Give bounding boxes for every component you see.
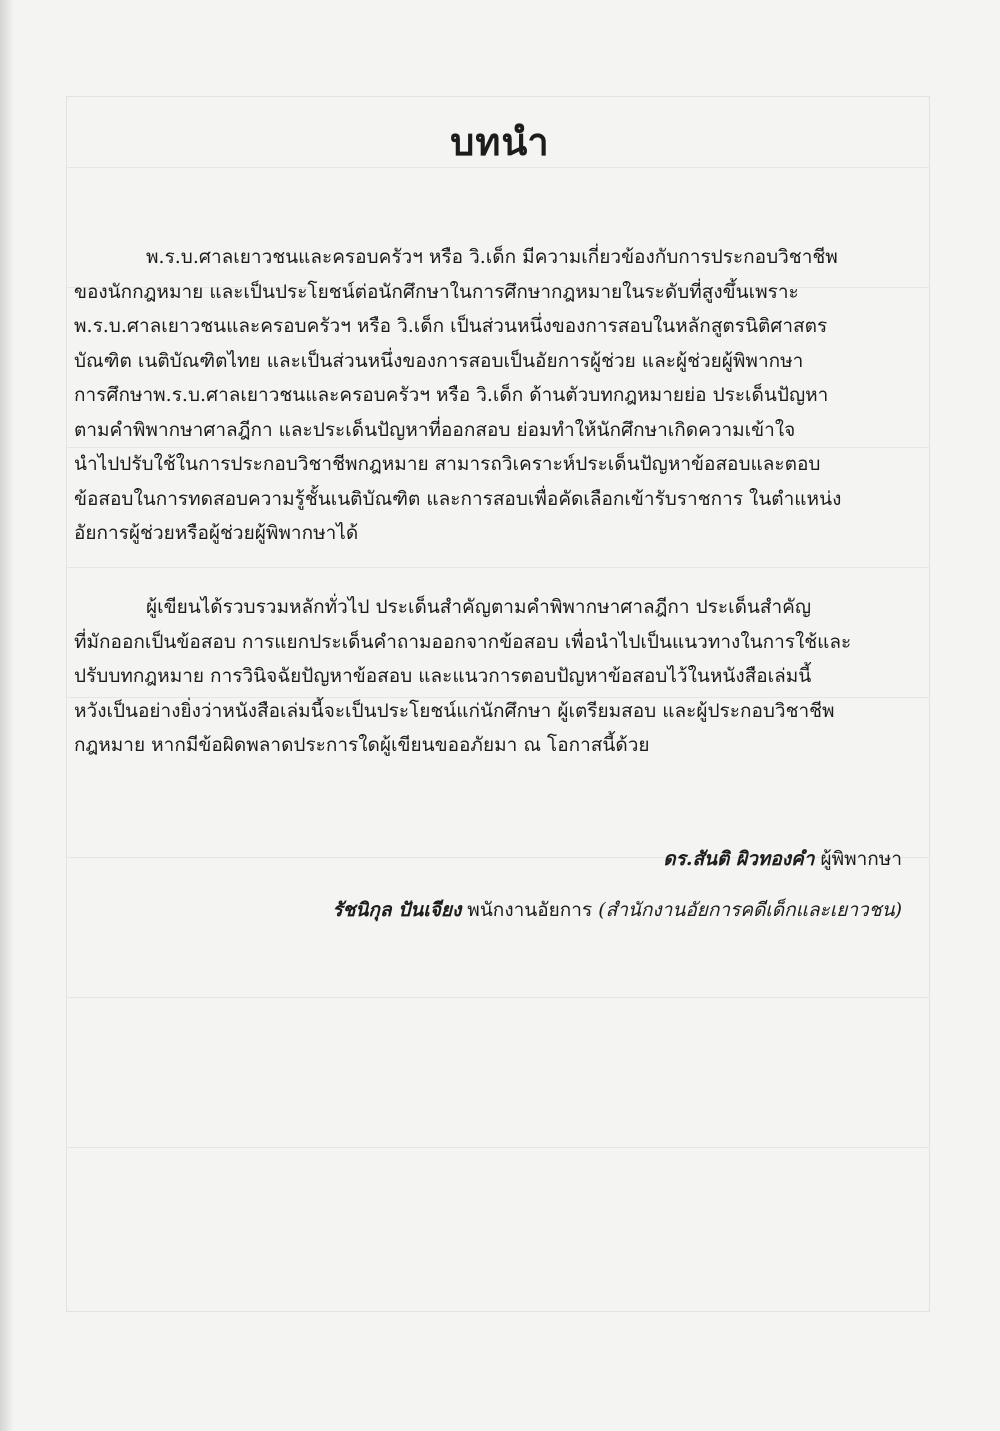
paragraph-line: พ.ร.บ.ศาลเยาวชนและครอบครัวฯ หรือ วิ.เด็ก มีความเกี่ยวข้องกับการประกอบวิชาชีพ [146,246,838,268]
paragraph-line: กฎหมาย หากมีข้อผิดพลาดประการใดผู้เขียนขออภัยมา ณ โอกาสนี้ด้วย [74,734,650,756]
paragraph-line: ผู้เขียนได้รวบรวมหลักทั่วไป ประเด็นสำคัญตามคำพิพากษาศาลฎีกา ประเด็นสำคัญ [146,596,812,618]
paragraph-line: บัณฑิต เนติบัณฑิตไทย และเป็นส่วนหนึ่งของการสอบเป็นอัยการผู้ช่วย และผู้ช่วยผู้พิพากษา [74,349,804,372]
signature-name: รัชนิกุล ปันเจียง [332,899,462,921]
signature-office: (สำนักงานอัยการคดีเด็กและเยาวชน) [598,899,902,921]
paragraph-line: ปรับบทกฎหมาย การวินิจฉัยปัญหาข้อสอบ และแนวการตอบปัญหาข้อสอบไว้ในหนังสือเล่มนี้ [74,665,812,687]
page-title: บทนำ [450,120,550,164]
signature-prosecutor [332,893,902,927]
paragraph-intro [74,240,904,551]
signature-name: ดร.สันติ ผิวทองคำ [663,848,815,870]
signature-role: พนักงานอัยการ [467,899,593,921]
paragraph-line: อัยการผู้ช่วยหรือผู้ช่วยผู้พิพากษาได้ [74,522,359,544]
paragraph-line: การศึกษาพ.ร.บ.ศาลเยาวชนและครอบครัวฯ หรือ วิ.เด็ก ด้านตัวบทกฎหมายย่อ ประเด็นปัญหา [74,384,829,406]
paragraph-line: ตามคำพิพากษาศาลฎีกา และประเด็นปัญหาที่ออกสอบ ย่อมทำให้นักศึกษาเกิดความเข้าใจ [74,418,796,441]
paragraph-line: ที่มักออกเป็นข้อสอบ การแยกประเด็นคำถามออกจากข้อสอบ เพื่อนำไปเป็นแนวทางในการใช้และ [74,630,852,653]
paragraph-line: หวังเป็นอย่างยิ่งว่าหนังสือเล่มนี้จะเป็นประโยชน์แก่นักศึกษา ผู้เตรียมสอบ และผู้ประกอบวิชาชีพ [74,699,835,722]
signature-judge [663,842,902,876]
page-gutter-shadow [0,0,14,1431]
paragraph-line: ของนักกฎหมาย และเป็นประโยชน์ต่อนักศึกษาในการศึกษากฎหมายในระดับที่สูงขึ้นเพราะ [74,280,799,303]
paragraph-author-note [74,590,904,763]
paragraph-line: นำไปปรับใช้ในการประกอบวิชาชีพกฎหมาย สามารถวิเคราะห์ประเด็นปัญหาข้อสอบและตอบ [74,453,821,475]
signature-role: ผู้พิพากษา [820,848,902,870]
paragraph-line: ข้อสอบในการทดสอบความรู้ชั้นเนติบัณฑิต และการสอบเพื่อคัดเลือกเข้ารับราชการ ในตำแหน่ง [74,487,842,510]
paragraph-line: พ.ร.บ.ศาลเยาวชนและครอบครัวฯ หรือ วิ.เด็ก เป็นส่วนหนึ่งของการสอบในหลักสูตรนิติศาสตร [74,315,828,337]
